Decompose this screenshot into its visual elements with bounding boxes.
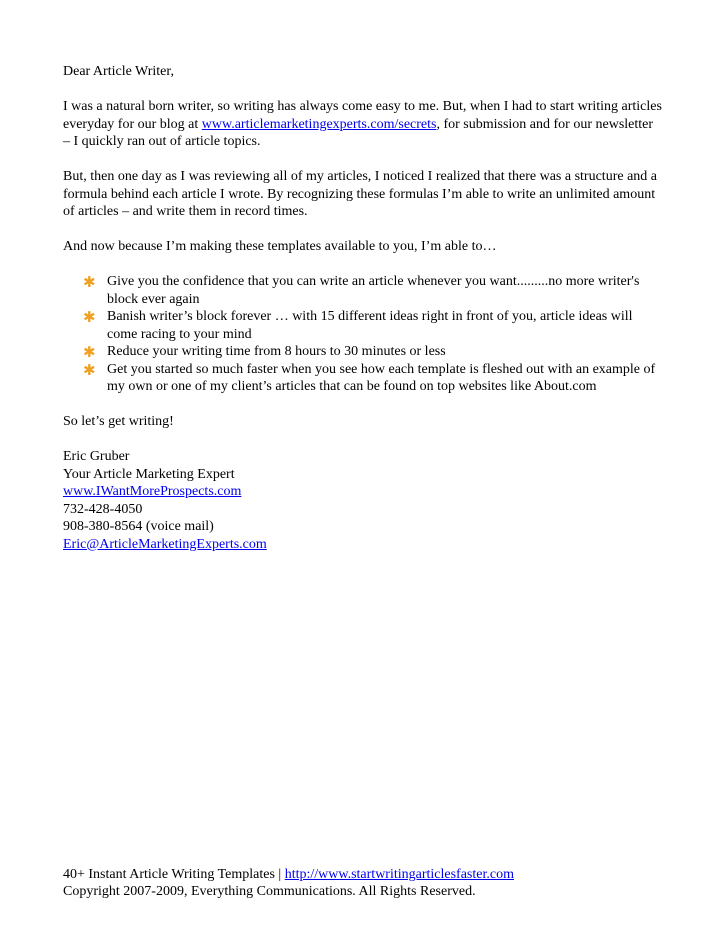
website-link[interactable]: www.IWantMoreProspects.com [63, 484, 242, 499]
paragraph-intro-text-1: I was a natural born writer, so writing has always come easy to me. But, when I had to start writing articles everyday for our blog at [63, 99, 662, 132]
blog-link[interactable]: www.articlemarketingexperts.com/secrets [201, 116, 437, 132]
list-item [63, 273, 663, 308]
paragraph-intro-text-2: , for submission and for our newsletter – I quickly ran out of article topics. [63, 116, 654, 149]
list-item [63, 361, 663, 396]
salutation: Dear Article Writer, [63, 64, 174, 79]
paragraph-intro [63, 98, 663, 151]
list-item-text: Banish writer’s block forever … with 15 different ideas right in front of you, article ideas will come racing to your mind [107, 309, 633, 342]
letter-body [63, 63, 663, 553]
closing-line: So let’s get writing! [63, 414, 174, 429]
list-item-text: Give you the confidence that you can write an article whenever you want.........no more writer's block ever again [107, 274, 640, 307]
asterisk-bullet-icon: ✱ [83, 273, 96, 291]
signature-title: Your Article Marketing Expert [63, 466, 235, 482]
email-link[interactable]: Eric@ArticleMarketingExperts.com [63, 536, 267, 552]
footer-line-1 [63, 866, 663, 883]
list-item-text: Reduce your writing time from 8 hours to 30 minutes or less [107, 344, 446, 359]
footer-link[interactable]: http://www.startwritingarticlesfaster.com [284, 867, 514, 882]
voicemail-number: 908-380-8564 (voice mail) [63, 519, 214, 534]
asterisk-bullet-icon: ✱ [83, 360, 96, 379]
paragraph-templates: And now because I’m making these templates available to you, I’m able to… [63, 239, 497, 254]
list-item [63, 343, 663, 361]
footer-title: 40+ Instant Article Writing Templates | [63, 867, 285, 882]
list-item [63, 308, 663, 343]
copyright-notice: Copyright 2007-2009, Everything Communications. All Rights Reserved. [63, 884, 476, 899]
signature-name: Eric Gruber [63, 449, 130, 464]
page-footer [63, 866, 663, 900]
list-item-text: Get you started so much faster when you see how each template is fleshed out with an example of my own or one of my client’s articles that can be found on top websites like About.com [107, 361, 656, 394]
asterisk-bullet-icon: ✱ [83, 308, 96, 326]
paragraph-discovery: But, then one day as I was reviewing all of my articles, I noticed I realized that there was a structure and a formula behind each article I wrote. By recognizing these formulas I’m able to write an unlimited amount of articles – and write them in record times. [63, 169, 657, 219]
phone-number: 732-428-4050 [63, 501, 143, 517]
asterisk-bullet-icon: ✱ [83, 343, 96, 361]
benefits-list [63, 273, 663, 396]
signature-block [63, 448, 663, 553]
